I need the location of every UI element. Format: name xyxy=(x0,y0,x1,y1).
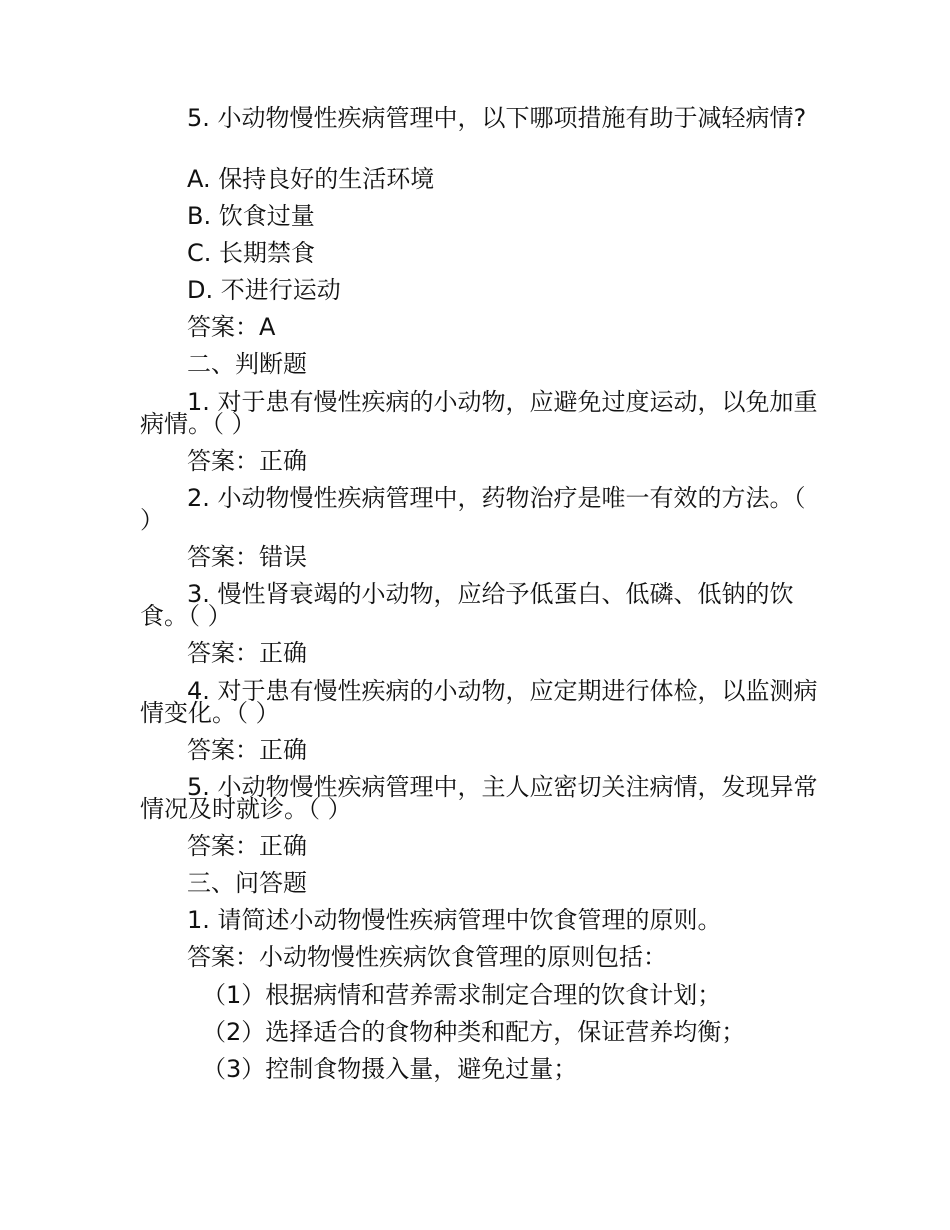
mc-question-5-stem: 5. 小动物慢性疾病管理中，以下哪项措施有助于减轻病情? xyxy=(187,104,807,132)
qa-answer-point-3: （3）控制食物摄入量，避免过量； xyxy=(202,1055,578,1083)
mc-answer: 答案：A xyxy=(187,313,276,341)
tf-question-1-stem: 1. 对于患有慢性疾病的小动物，应避免过度运动，以免加重病情。（ ） xyxy=(140,388,818,438)
tf-question-3-answer: 答案：正确 xyxy=(187,639,307,667)
tf-question-4-answer: 答案：正确 xyxy=(187,736,307,764)
tf-question-4-stem: 4. 对于患有慢性疾病的小动物，应定期进行体检，以监测病情变化。（ ） xyxy=(140,677,818,727)
tf-question-3-stem: 3. 慢性肾衰竭的小动物，应给予低蛋白、低磷、低钠的饮食。（ ） xyxy=(140,580,794,630)
mc-option-c: C. 长期禁食 xyxy=(187,239,316,267)
tf-question-5-answer: 答案：正确 xyxy=(187,832,307,860)
mc-option-a: A. 保持良好的生活环境 xyxy=(187,165,435,193)
qa-question-1-stem: 1. 请简述小动物慢性疾病管理中饮食管理的原则。 xyxy=(187,906,722,934)
tf-question-2-stem: 2. 小动物慢性疾病管理中，药物治疗是唯一有效的方法。（ ） xyxy=(140,484,806,534)
tf-question-1-answer: 答案：正确 xyxy=(187,447,307,475)
tf-question-2-answer: 答案：错误 xyxy=(187,543,307,571)
qa-answer-point-1: （1）根据病情和营养需求制定合理的饮食计划； xyxy=(202,981,722,1009)
mc-option-d: D. 不进行运动 xyxy=(187,276,341,304)
mc-option-b: B. 饮食过量 xyxy=(187,202,315,230)
tf-question-5-stem: 5. 小动物慢性疾病管理中，主人应密切关注病情，发现异常情况及时就诊。（ ） xyxy=(140,773,818,823)
qa-answer-point-2: （2）选择适合的食物种类和配方，保证营养均衡； xyxy=(202,1018,746,1046)
section-title-qa: 三、问答题 xyxy=(187,869,307,897)
section-title-true-false: 二、判断题 xyxy=(187,350,307,378)
qa-answer-intro: 答案：小动物慢性疾病饮食管理的原则包括： xyxy=(187,943,667,971)
